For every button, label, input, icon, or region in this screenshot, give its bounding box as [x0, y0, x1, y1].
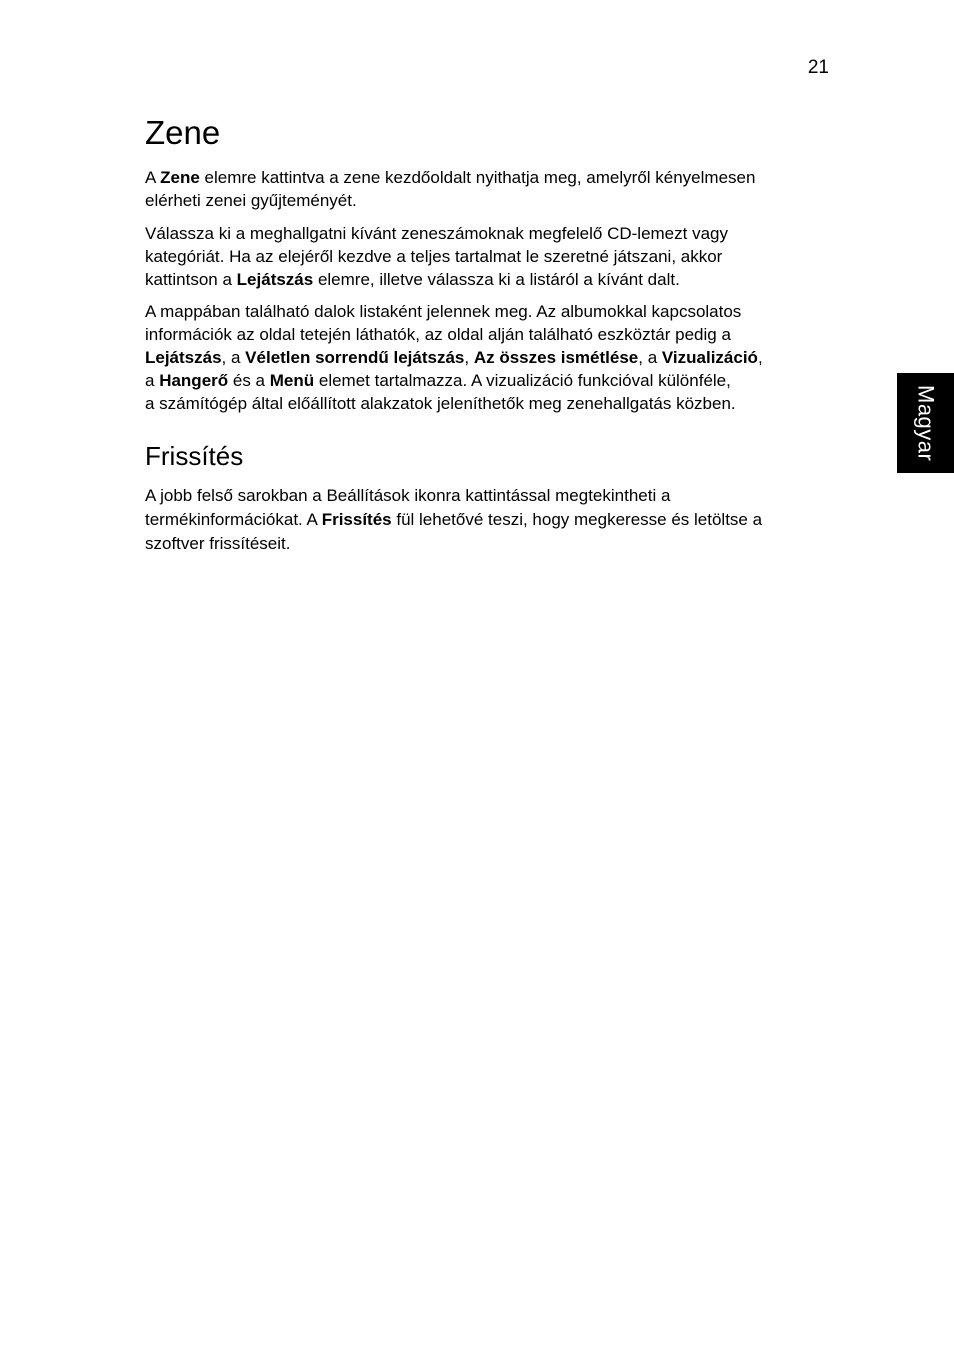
text-line: információk az oldal tetején láthatók, az oldal alján található eszköztár pedig a [145, 325, 731, 344]
text-run: , [464, 348, 474, 367]
bold-term: Hangerő [159, 371, 229, 390]
paragraph-zene-toolbar [145, 300, 835, 415]
text-run: fül lehetővé teszi, hogy megkeresse és letöltse a [391, 510, 763, 529]
text-line: elérheti zenei gyűjteményét. [145, 191, 357, 210]
paragraph-zene-select [145, 222, 835, 291]
bold-term: Lejátszás [236, 270, 314, 289]
text-run: elemet tartalmazza. A vizualizáció funkcióval különféle, [314, 371, 731, 390]
text-run: , [757, 348, 763, 367]
text-run: elemre, illetve válassza ki a listáról a kívánt dalt. [313, 270, 680, 289]
section-title-frissites: Frissítés [145, 441, 244, 471]
text-run: a [145, 371, 160, 390]
section-title-zene: Zene [145, 114, 221, 151]
text-line [145, 369, 835, 392]
text-run: elemre kattintva a zene kezdőoldalt nyithatja meg, amelyről kényelmesen [199, 168, 756, 187]
bold-term: Az összes ismétlése [473, 348, 639, 367]
text-run: és a [228, 371, 270, 390]
bold-term: Vizualizáció [661, 348, 758, 367]
text-run: termékinformációkat. A [145, 510, 322, 529]
bold-term: Menü [269, 371, 315, 390]
paragraph-zene-intro [145, 166, 835, 212]
text-line: A mappában található dalok listaként jelennek meg. Az albumokkal kapcsolatos [145, 302, 742, 321]
text-line [145, 508, 835, 532]
text-run: , a [638, 348, 662, 367]
side-language-tab-label: Magyar [913, 384, 939, 462]
bold-term: Zene [160, 168, 200, 187]
text-line [145, 166, 835, 189]
side-language-tab [897, 373, 954, 473]
text-run: kattintson a [145, 270, 237, 289]
text-line [145, 268, 835, 291]
page-number: 21 [807, 57, 829, 78]
bold-term: Véletlen sorrendű lejátszás [245, 348, 465, 367]
paragraph-frissites [145, 484, 835, 556]
text-line: A jobb felső sarokban a Beállítások ikonra kattintással megtekintheti a [145, 486, 671, 505]
text-line: szoftver frissítéseit. [145, 534, 291, 553]
text-line: Válassza ki a meghallgatni kívánt zeneszámoknak megfelelő CD-lemezt vagy [145, 224, 728, 243]
bold-term: Frissítés [321, 510, 392, 529]
text-line [145, 346, 835, 369]
text-line: a számítógép által előállított alakzatok jeleníthetők meg zenehallgatás közben. [145, 394, 736, 413]
text-line: kategóriát. Ha az elejéről kezdve a teljes tartalmat le szeretné játszani, akkor [145, 247, 723, 266]
bold-term: Lejátszás [145, 348, 222, 367]
text-run: A [145, 168, 161, 187]
text-run: , a [221, 348, 246, 367]
